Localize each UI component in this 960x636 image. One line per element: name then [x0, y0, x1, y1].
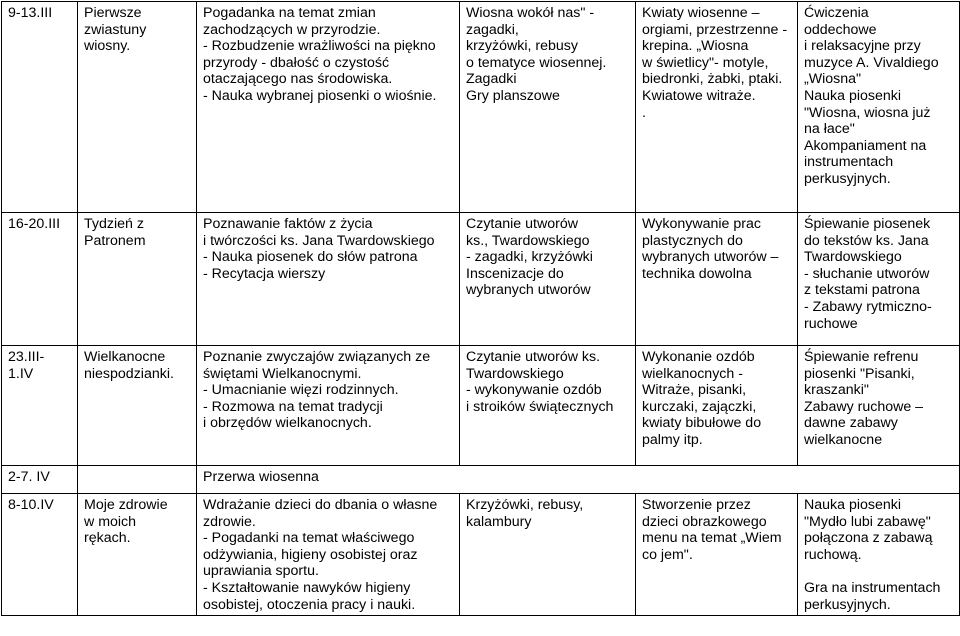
date-cell: 8-10.IV	[2, 494, 78, 616]
theme-cell: Moje zdrowie w moich rękach.	[78, 494, 197, 616]
theme-cell: Tydzień z Patronem	[78, 213, 197, 346]
activities-cell: Poznanie zwyczajów związanych ze świętami Wielkanocnymi. - Umacnianie więzi rodzinnych. - Rozmowa na temat tradycji i obrzędów wielkanocnych.	[197, 346, 460, 466]
table-row	[2, 494, 960, 616]
table-row	[2, 2, 960, 213]
activities-cell: Stworzenie przez dzieci obrazkowego menu na temat „Wiem co jem".	[636, 494, 798, 616]
activities-cell: Krzyżówki, rebusy, kalambury	[460, 494, 636, 616]
date-cell: 2-7. IV	[2, 466, 78, 494]
activities-cell: Poznawanie faktów z życia i twórczości ks. Jana Twardowskiego - Nauka piosenek do słów patrona - Recytacja wierszy	[197, 213, 460, 346]
activities-cell: Wykonanie ozdób wielkanocnych - Witraże, pisanki, kurczaki, zajączki, kwiaty bibułowe do palmy itp.	[636, 346, 798, 466]
activities-cell: Wdrażanie dzieci do dbania o własne zdrowie. - Pogadanki na temat właściwego odżywiania, higieny osobistej oraz uprawiania sportu. - Kształtowanie nawyków higieny osobistej, otoczenia pracy i nauki.	[197, 494, 460, 616]
activities-cell: Wykonywanie prac plastycznych do wybranych utworów – technika dowolna	[636, 213, 798, 346]
break-label: Przerwa wiosenna	[197, 466, 960, 494]
schedule-table	[1, 1, 960, 616]
theme-cell: Pierwsze zwiastuny wiosny.	[78, 2, 197, 213]
activities-cell: Nauka piosenki "Mydło lubi zabawę" połączona z zabawą ruchową. Gra na instrumentach perkusyjnych.	[798, 494, 960, 616]
date-cell: 23.III- 1.IV	[2, 346, 78, 466]
activities-cell: Czytanie utworów ks. Twardowskiego - wykonywanie ozdób i stroików świątecznych	[460, 346, 636, 466]
date-cell: 9-13.III	[2, 2, 78, 213]
activities-cell: Śpiewanie refrenu piosenki "Pisanki, kraszanki" Zabawy ruchowe – dawne zabawy wielkanocne	[798, 346, 960, 466]
activities-cell: Wiosna wokół nas" - zagadki, krzyżówki, rebusy o tematyce wiosennej. Zagadki Gry planszowe	[460, 2, 636, 213]
table-row	[2, 346, 960, 466]
activities-cell: Ćwiczenia oddechowe i relaksacyjne przy muzyce A. Vivaldiego „Wiosna" Nauka piosenki "Wiosna, wiosna już na łace" Akompaniament na instrumentach perkusyjnych.	[798, 2, 960, 213]
date-cell: 16-20.III	[2, 213, 78, 346]
activities-cell: Czytanie utworów ks., Twardowskiego - zagadki, krzyżówki Inscenizacje do wybranych utworów	[460, 213, 636, 346]
activities-cell: Kwiaty wiosenne – orgiami, przestrzenne - krepina. „Wiosna w świetlicy"- motyle, biedronki, żabki, ptaki. Kwiatowe witraże. .	[636, 2, 798, 213]
table-row	[2, 466, 960, 494]
theme-cell: Wielkanocne niespodzianki.	[78, 346, 197, 466]
activities-cell: Śpiewanie piosenek do tekstów ks. Jana Twardowskiego - słuchanie utworów z tekstami patrona - Zabawy rytmiczno- ruchowe	[798, 213, 960, 346]
activities-cell: Pogadanka na temat zmian zachodzących w przyrodzie. - Rozbudzenie wrażliwości na piękno przyrody - dbałość o czystość otaczającego nas środowiska. - Nauka wybranej piosenki o wiośnie.	[197, 2, 460, 213]
table-row	[2, 213, 960, 346]
empty-cell	[78, 466, 197, 494]
